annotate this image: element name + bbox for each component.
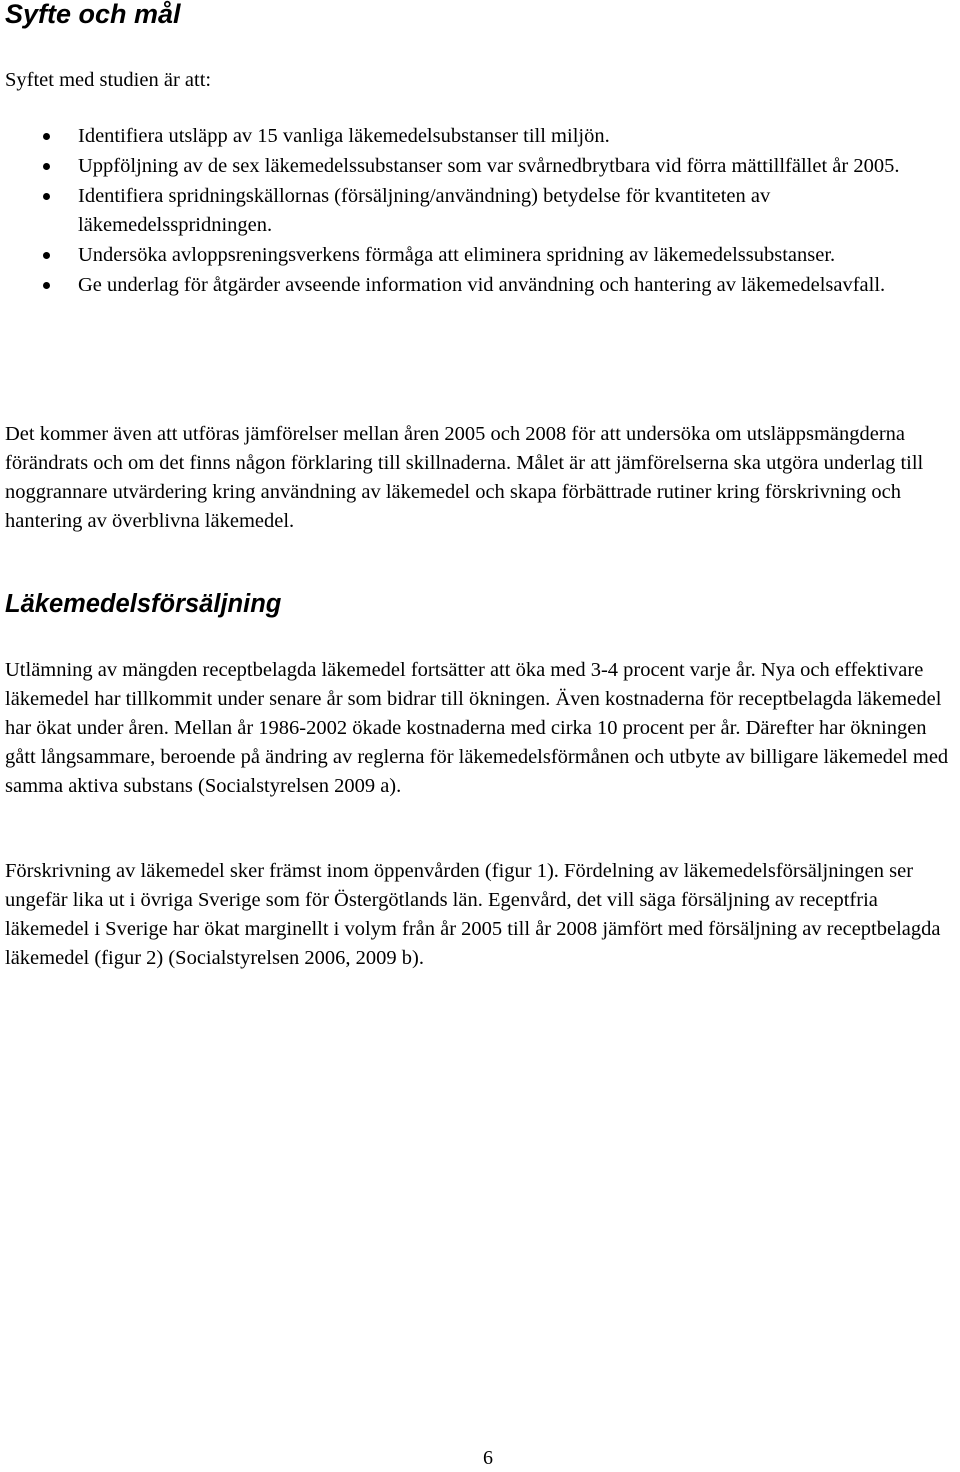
list-item [5,241,955,270]
section-heading-syfte: Syfte och mål [5,0,181,29]
body-paragraph-comparison: Det kommer även att utföras jämförelser mellan åren 2005 och 2008 för att undersöka om utsläppsmängderna förändrats och om det finns någon förklaring till skillnaderna. Målet är att jämförelserna ska utgöra underlag till noggrannare utvärdering kring användning av läkemedel och skapa förbättrade rutiner kring förskrivning och hantering av överblivna läkemedel. [5,423,924,532]
list-item [5,271,955,300]
list-item [5,122,955,151]
bullet-icon [43,282,50,289]
body-paragraph-forskrivning: Förskrivning av läkemedel sker främst inom öppenvården (figur 1). Fördelning av läkemedelsförsäljningen ser ungefär lika ut i övriga Sverige som för Östergötlands län. Egenvård, det vill säga försäljning av receptfria läkemedel i Sverige har ökat marginellt i volym från år 2005 till år 2008 jämfört med försäljning av receptbelagda läkemedel (figur 2) (Socialstyrelsen 2006, 2009 b). [5,860,941,969]
list-item-text: Identifiera utsläpp av 15 vanliga läkemedelsubstanser till miljön. [78,125,610,147]
list-item-text: Identifiera spridningskällornas (försäljning/användning) betydelse för kvantiteten av läkemedelsspridningen. [78,185,771,236]
list-item-text: Uppföljning av de sex läkemedelssubstanser som var svårnedbrytbara vid förra mättillfället år 2005. [78,155,900,177]
purpose-list [5,122,955,301]
list-item [5,182,955,240]
bullet-icon [43,133,50,140]
bullet-icon [43,193,50,200]
list-item-text: Ge underlag för åtgärder avseende information vid användning och hantering av läkemedelsavfall. [78,274,886,296]
bullet-icon [43,252,50,259]
body-paragraph-utlamning: Utlämning av mängden receptbelagda läkemedel fortsätter att öka med 3-4 procent varje år. Nya och effektivare läkemedel har tillkommit under senare år som bidrar till ökningen. Även kostnaderna för receptbelagda läkemedel har ökat under åren. Mellan år 1986-2002 ökade kostnaderna med cirka 10 procent per år. Därefter har ökningen gått långsammare, beroende på ändring av reglerna för läkemedelsförmånen och utbyte av billigare läkemedel med samma aktiva substans (Socialstyrelsen 2009 a). [5,659,949,797]
list-item-text: Undersöka avloppsreningsverkens förmåga att eliminera spridning av läkemedelssubstanser. [78,244,836,266]
page-number: 6 [483,1447,493,1469]
section-heading-forsaljning: Läkemedelsförsäljning [5,590,282,618]
list-item [5,152,955,181]
intro-text: Syftet med studien är att: [5,69,212,91]
bullet-icon [43,163,50,170]
